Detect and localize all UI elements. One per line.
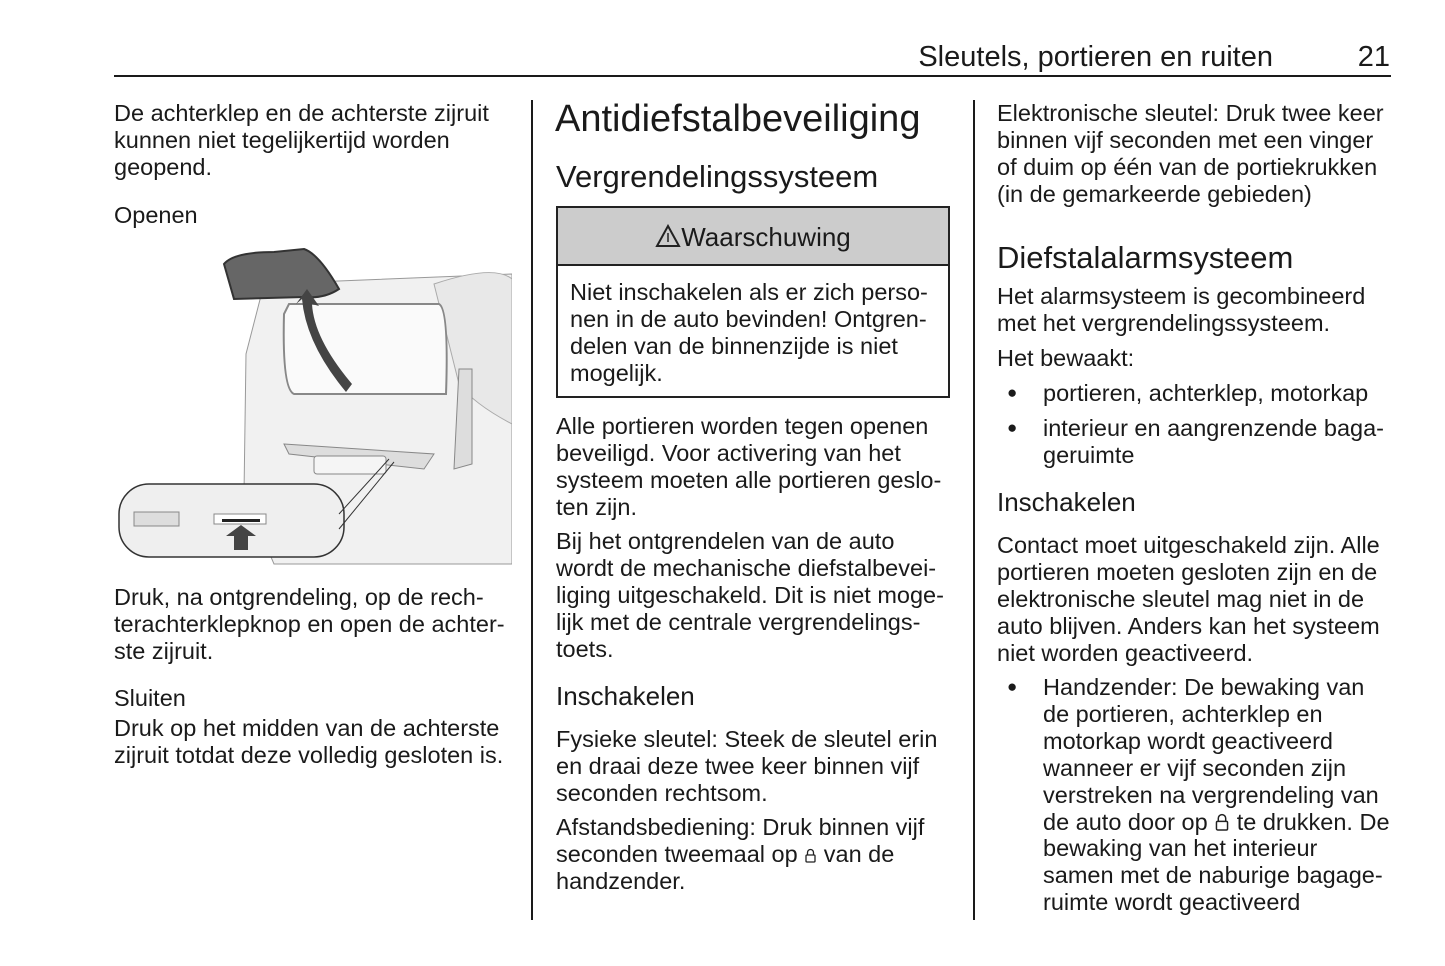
text-line: ten zijn.: [556, 493, 637, 520]
text-span: te drukken. De: [1236, 808, 1390, 835]
paragraph: [556, 528, 944, 663]
open-heading: Openen: [114, 202, 198, 228]
text-line: elektronische sleutel mag niet in de: [997, 585, 1365, 612]
list-item: [997, 380, 1384, 407]
paragraph: Het bewaakt:: [997, 345, 1135, 371]
paragraph: [556, 814, 924, 895]
text-line: zijruit totdat deze volledig gesloten is.: [114, 741, 504, 768]
text-line: verstreken na vergrendeling van: [1043, 781, 1379, 808]
header-rule: [114, 75, 1391, 77]
list-item: [997, 415, 1384, 469]
text-line: geopend.: [114, 153, 213, 180]
text-line: Druk, na ontgrendeling, op de rech-: [114, 584, 484, 610]
text-line: Afstandsbediening: Druk binnen vijf: [556, 814, 925, 840]
text-line: bewaking van het interieur: [1043, 835, 1318, 862]
warning-box: [556, 206, 950, 398]
text-line: portieren moeten gesloten zijn en de: [997, 558, 1378, 585]
column-divider: [973, 100, 975, 920]
text-line: Contact moet uitgeschakeld zijn. Alle: [997, 532, 1380, 558]
text-line: De achterklep en de achterste zijruit: [114, 100, 489, 126]
text-line: toets.: [556, 635, 614, 662]
text-line: Het alarmsysteem is gecombineerd: [997, 283, 1366, 309]
lock-icon: [804, 848, 817, 863]
text-line: terachterklepknop en open de achter-: [114, 610, 505, 637]
warning-text: [558, 266, 948, 387]
text-line: kunnen niet tegelijkertijd worden: [114, 126, 450, 153]
section-title: Diefstalalarmsysteem: [997, 240, 1294, 275]
text-line: [556, 841, 924, 868]
text-line: en draai deze twee keer binnen vijf: [556, 752, 920, 779]
text-line: handzender.: [556, 867, 686, 894]
running-header-title: Sleutels, portieren en ruiten: [918, 41, 1273, 73]
section-subtitle: Vergrendelingssysteem: [556, 159, 879, 194]
text-span: seconden tweemaal op: [556, 840, 798, 867]
text-line: Fysieke sleutel: Steek de sleutel erin: [556, 726, 938, 752]
text-line: niet worden geactiveerd.: [997, 639, 1254, 666]
text-line: mogelijk.: [570, 359, 663, 386]
text-span: de auto door op: [1043, 808, 1208, 835]
warning-title: Waarschuwing: [681, 222, 851, 252]
text-line: de portieren, achterklep en: [1043, 700, 1323, 727]
column-divider: [531, 100, 533, 920]
text-line: wordt de mechanische diefstalbevei-: [556, 554, 937, 581]
text-line: [1043, 809, 1390, 836]
text-line: Niet inschakelen als er zich perso-: [570, 279, 928, 305]
text-line: systeem moeten alle portieren geslo-: [556, 466, 942, 493]
bullet: ●: [1007, 677, 1018, 696]
open-instructions: [114, 584, 505, 665]
subsection-heading: Inschakelen: [556, 681, 695, 711]
text-line: liging uitgeschakeld. Dit is niet moge-: [556, 581, 944, 608]
text-line: geruimte: [1043, 441, 1135, 468]
text-line: ste zijruit.: [114, 637, 214, 664]
paragraph: [997, 283, 1365, 337]
tailgate-illustration: [114, 244, 512, 566]
warning-header: [558, 208, 948, 266]
text-line: Handzender: De bewaking van: [1043, 674, 1365, 700]
paragraph: [997, 100, 1384, 208]
paragraph: [556, 413, 941, 521]
text-line: auto blijven. Anders kan het systeem: [997, 612, 1380, 639]
text-line: met het vergrendelingssysteem.: [997, 309, 1331, 336]
text-line: beveiligd. Voor activering van het: [556, 439, 901, 466]
bullet-list: [997, 674, 1390, 916]
text-line: ruimte wordt geactiveerd: [1043, 889, 1301, 916]
text-line: portieren, achterklep, motorkap: [1043, 380, 1369, 406]
text-line: Druk op het midden van de achterste: [114, 715, 500, 741]
bullet-list: [997, 380, 1384, 469]
lock-icon: [1214, 812, 1230, 832]
text-line: binnen vijf seconden met een vinger: [997, 126, 1374, 153]
bullet: ●: [1007, 383, 1018, 402]
text-line: Alle portieren worden tegen openen: [556, 413, 929, 439]
text-line: Elektronische sleutel: Druk twee keer: [997, 100, 1384, 126]
close-instructions: [114, 715, 503, 769]
text-line: (in de gemarkeerde gebieden): [997, 180, 1312, 207]
text-line: interieur en aangrenzende baga-: [1043, 414, 1385, 441]
paragraph: [997, 532, 1380, 667]
paragraph: [556, 726, 937, 807]
text-line: wanneer er vijf seconden zijn: [1043, 754, 1347, 781]
text-line: samen met de naburige bagage-: [1043, 862, 1383, 889]
text-line: seconden rechtsom.: [556, 779, 768, 806]
subsection-heading: Inschakelen: [997, 487, 1136, 517]
close-heading: Sluiten: [114, 685, 186, 711]
warning-triangle-icon: [655, 224, 681, 248]
page-number: 21: [1357, 41, 1390, 73]
list-item: [997, 674, 1390, 916]
bullet: ●: [1007, 417, 1018, 437]
text-line: lijk met de centrale vergrendelings-: [556, 608, 921, 635]
text-line: nen in de auto bevinden! Ontgren-: [570, 305, 927, 332]
text-line: Bij het ontgrendelen van de auto: [556, 528, 895, 554]
section-title: Antidiefstalbeveiliging: [555, 98, 921, 140]
intro-paragraph: [114, 100, 489, 181]
text-span: van de: [823, 840, 895, 867]
text-line: delen van de binnenzijde is niet: [570, 332, 898, 359]
text-line: of duim op één van de portiekrukken: [997, 153, 1378, 180]
text-line: motorkap wordt geactiveerd: [1043, 727, 1333, 754]
